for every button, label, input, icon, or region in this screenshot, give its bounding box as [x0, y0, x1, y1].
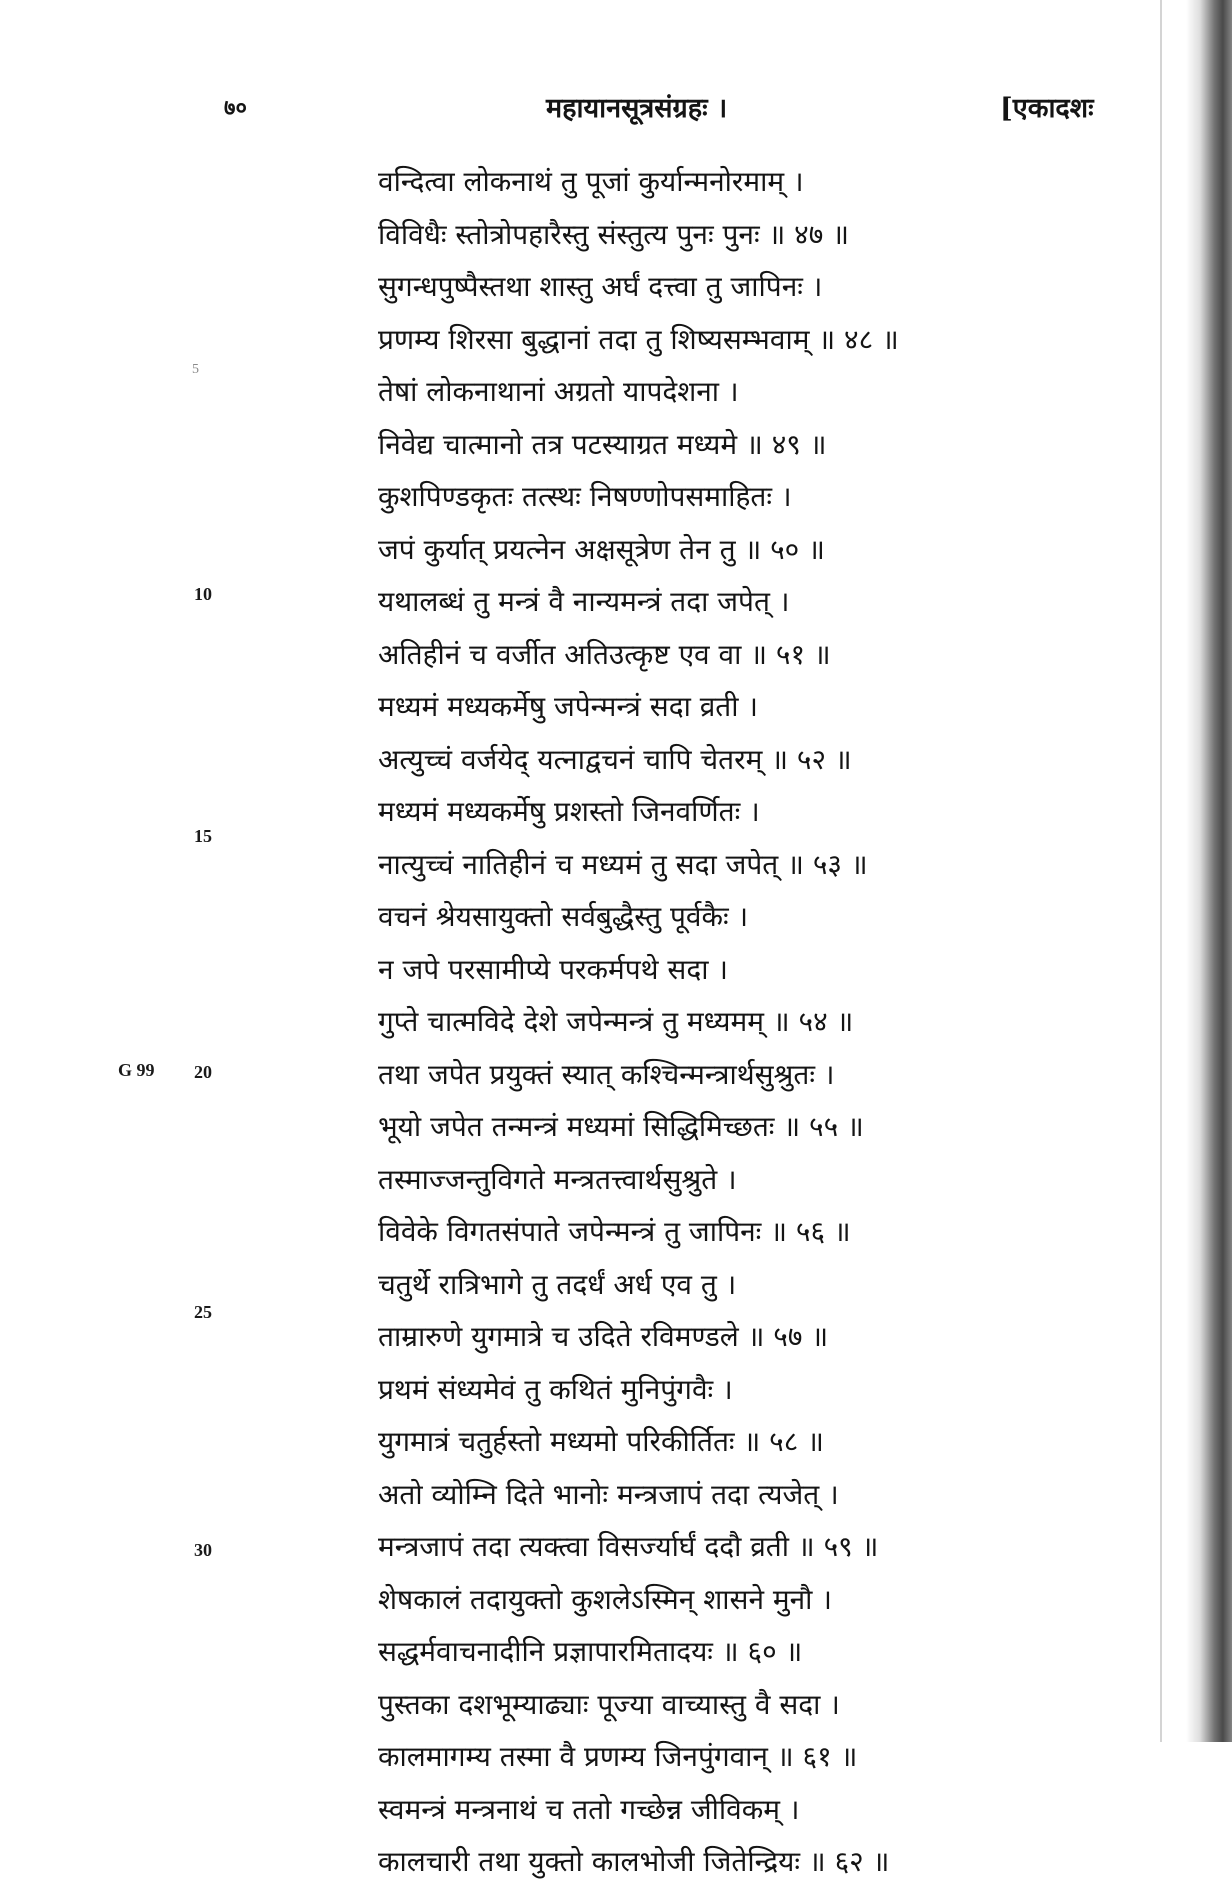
verse-line: युगमात्रं चतुर्हस्तो मध्यमो परिकीर्तितः ॥ ५८ ॥	[378, 1425, 824, 1458]
section-label: [एकादशः	[1000, 93, 1094, 124]
verse-line: वन्दित्वा लोकनाथं तु पूजां कुर्यान्मनोरमाम् ।	[378, 165, 804, 198]
verse-line: अतो व्योम्नि दिते भानोः मन्त्रजापं तदा त्यजेत् ।	[378, 1477, 839, 1511]
verse-line: अतिहीनं च वर्जीत अतिउत्कृष्ट एव वा ॥ ५१ ॥	[378, 637, 831, 671]
verse-line: प्रथमं संध्यमेवं तु कथितं मुनिपुंगवैः ।	[378, 1372, 733, 1406]
verse-line: पुस्तका दशभूम्याढ्याः पूज्या वाच्यास्तु वै सदा ।	[378, 1687, 840, 1721]
verse-line: मध्यमं मध्यकर्मेषु प्रशस्तो जिनवर्णितः ।	[378, 795, 760, 828]
verse-line: भूयो जपेत तन्मन्त्रं मध्यमां सिद्धिमिच्छतः ॥ ५५ ॥	[378, 1110, 864, 1143]
verse-line: कालमागम्य तस्मा वै प्रणम्य जिनपुंगवान् ॥ ६१ ॥	[378, 1740, 858, 1773]
verse-line: चतुर्थे रात्रिभागे तु तदर्धं अर्ध एव तु ।	[378, 1267, 737, 1301]
line-marker-20: 20	[194, 1062, 212, 1082]
verse-line: स्वमन्त्रं मन्त्रनाथं च ततो गच्छेन्न जीविकम् ।	[378, 1792, 800, 1826]
verse-line: मध्यमं मध्यकर्मेषु जपेन्मन्त्रं सदा व्रती ।	[378, 690, 759, 723]
page-edge-line	[1160, 0, 1162, 1742]
verse-line: सुगन्धपुष्पैस्तथा शास्तु अर्घं दत्त्वा तु जापिनः ।	[378, 270, 823, 303]
line-marker-10: 10	[194, 584, 212, 604]
page-number: ७०	[224, 95, 247, 121]
line-marker-5: 5	[192, 362, 199, 377]
line-marker-15: 15	[194, 826, 212, 846]
running-title: महायानसूत्रसंग्रहः ।	[546, 93, 728, 124]
verse-line: निवेद्य चात्मानो तत्र पटस्याग्रत मध्यमे ॥ ४९ ॥	[378, 427, 827, 461]
verse-line: मन्त्रजापं तदा त्यक्त्वा विसर्ज्यार्घं ददौ व्रती ॥ ५९ ॥	[378, 1530, 879, 1563]
folio-reference: G 99	[118, 1060, 155, 1080]
verse-text-block	[378, 156, 978, 1889]
line-marker-30: 30	[194, 1540, 212, 1560]
verse-line: कुशपिण्डकृतः तत्स्थः निषण्णोपसमाहितः ।	[378, 480, 792, 513]
line-marker-25: 25	[194, 1302, 212, 1322]
page-header	[0, 88, 1232, 128]
verse-line: प्रणम्य शिरसा बुद्धानां तदा तु शिष्यसम्भवाम् ॥ ४८ ॥	[378, 322, 899, 356]
verse-line: तेषां लोकनाथानां अग्रतो यापदेशना ।	[378, 375, 739, 408]
verse-line: तथा जपेत प्रयुक्तं स्यात् कश्चिन्मन्त्रार्थसुश्रुतः ।	[378, 1057, 835, 1091]
verse-line: नात्युच्चं नातिहीनं च मध्यमं तु सदा जपेत् ॥ ५३ ॥	[378, 847, 868, 881]
verse-line: सद्धर्मवाचनादीनि प्रज्ञापारमितादयः ॥ ६० ॥	[378, 1635, 803, 1668]
verse-line: जपं कुर्यात् प्रयत्नेन अक्षसूत्रेण तेन तु ॥ ५० ॥	[378, 532, 825, 566]
verse-line: कालचारी तथा युक्तो कालभोजी जितेन्द्रियः ॥ ६२ ॥	[378, 1845, 890, 1878]
verse-line: विवेके विगतसंपाते जपेन्मन्त्रं तु जापिनः ॥ ५६ ॥	[378, 1215, 851, 1248]
verse-line: शेषकालं तदायुक्तो कुशलेऽस्मिन् शासने मुनौ ।	[378, 1582, 832, 1616]
verse-line: ताम्रारुणे युगमात्रे च उदिते रविमण्डले ॥ ५७ ॥	[378, 1320, 829, 1353]
verse-line: गुप्ते चात्मविदे देशे जपेन्मन्त्रं तु मध्यमम् ॥ ५४ ॥	[378, 1005, 854, 1038]
page-edge-shadow	[1186, 0, 1232, 1742]
verse-line: विविधैः स्तोत्रोपहारैस्तु संस्तुत्य पुनः पुनः ॥ ४७ ॥	[378, 217, 849, 251]
verse-line: यथालब्धं तु मन्त्रं वै नान्यमन्त्रं तदा जपेत् ।	[378, 585, 790, 618]
verse-line: न जपे परसामीप्ये परकर्मपथे सदा ।	[378, 952, 728, 986]
verse-line: तस्माज्जन्तुविगते मन्त्रतत्त्वार्थसुश्रुते ।	[378, 1162, 737, 1196]
verse-line: अत्युच्चं वर्जयेद् यत्नाद्वचनं चापि चेतरम् ॥ ५२ ॥	[378, 742, 852, 776]
verse-line: वचनं श्रेयसायुक्तो सर्वबुद्धैस्तु पूर्वकैः ।	[378, 900, 749, 933]
